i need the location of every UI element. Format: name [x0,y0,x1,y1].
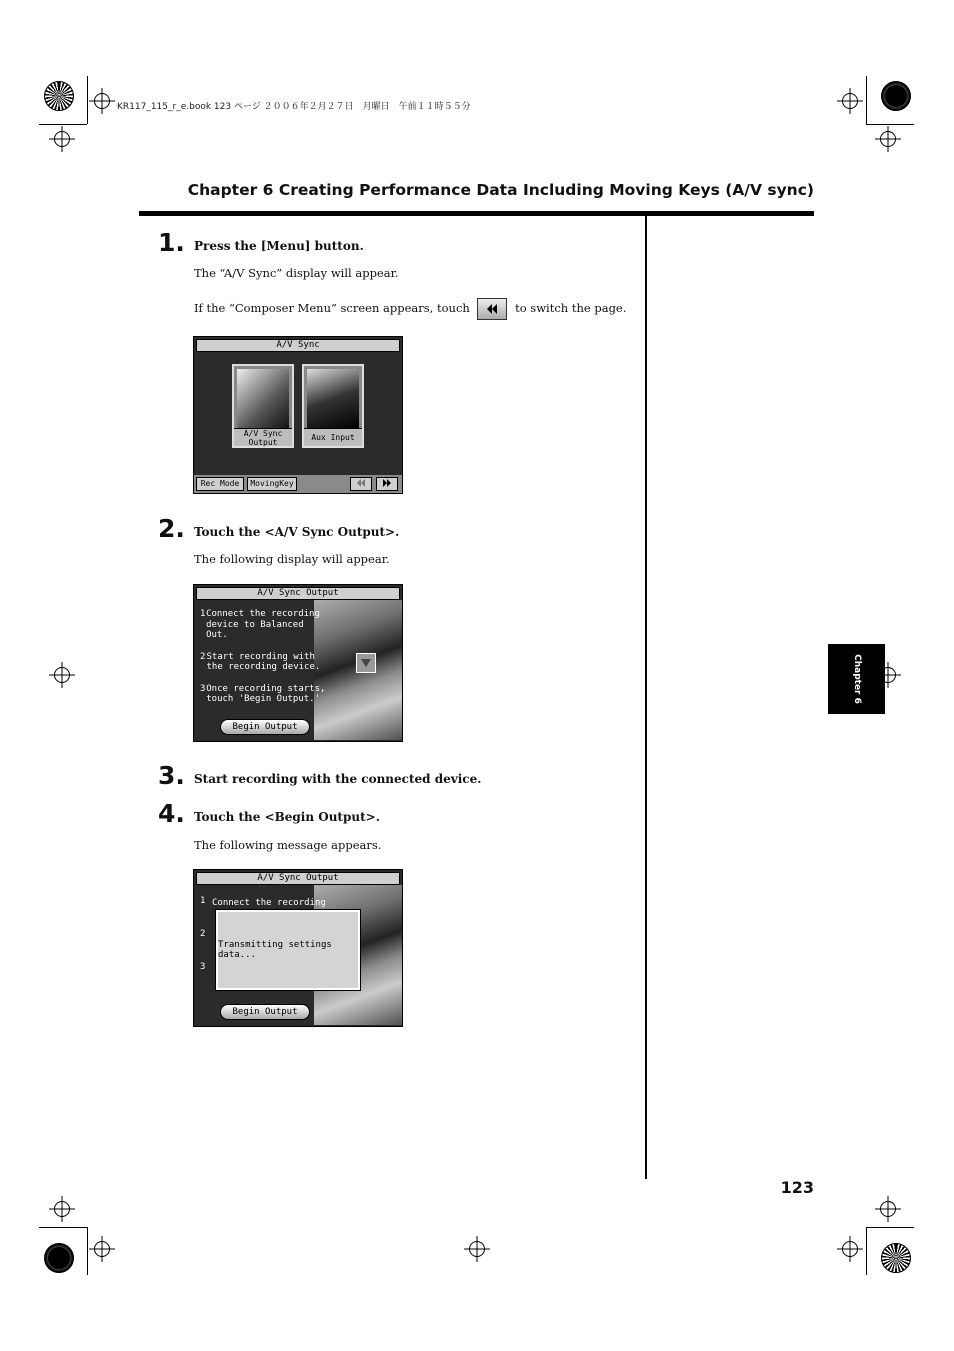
step-description: The “A/V Sync” display will appear. [194,266,399,280]
page-number: 123 [780,1178,814,1197]
crop-mark [866,124,914,125]
column-divider [645,214,647,1179]
registration-rosette-tr [881,81,911,111]
step-number: 2. [158,514,185,543]
note-text-post: to switch the page. [515,301,627,315]
crosshair-icon [54,1201,70,1217]
step-description: The following display will appear. [194,552,390,566]
crop-mark [39,124,87,125]
tile-label: A/V Sync Output [234,428,292,446]
chapter-side-tab [828,644,885,714]
note-text-pre: If the “Composer Menu” screen appears, touch [194,301,470,315]
list-number: 2 [200,929,206,939]
crop-mark [39,1227,87,1228]
tile-label: Aux Input [304,428,362,446]
moving-key-button[interactable]: MovingKey [247,477,297,491]
av-sync-output-tile[interactable] [232,364,294,448]
side-tab-label: Chapter 6 [851,654,862,704]
rec-mode-button[interactable]: Rec Mode [196,477,244,491]
list-item: 2 Start recording with the recording device. [200,651,321,672]
scroll-down-icon[interactable] [356,653,376,673]
begin-output-button[interactable]: Begin Output [220,1004,310,1020]
list-number: 1 [200,896,206,906]
crosshair-icon [54,667,70,683]
step-instruction: Press the [Menu] button. [194,239,364,253]
print-meta-line: KR117_115_r_e.book 123 ページ ２００６年２月２７日 月曜日 午前１１時５５分 [117,102,471,112]
crop-mark [87,76,88,124]
registration-rosette-bl [44,1243,74,1273]
step-instruction: Start recording with the connected device. [194,772,482,786]
list-item-text: Connect the recording [212,898,326,908]
page-forward-icon[interactable] [376,477,398,491]
screen-title: A/V Sync Output [196,872,400,885]
crosshair-icon [94,93,110,109]
step-description: The following message appears. [194,838,382,852]
registration-rosette-tl [44,81,74,111]
crosshair-icon [880,131,896,147]
step-note [194,298,626,320]
chapter-title: Chapter 6 Creating Performance Data Including Moving Keys (A/V sync) [187,181,814,199]
step-instruction: Touch the <A/V Sync Output>. [194,525,400,539]
crosshair-icon [880,1201,896,1217]
crop-mark [866,1227,914,1228]
step-number: 4. [158,799,185,828]
screen-title: A/V Sync Output [196,587,400,600]
crosshair-icon [54,131,70,147]
crop-mark [87,1227,88,1275]
crop-mark [866,1227,867,1275]
begin-output-button[interactable]: Begin Output [220,719,310,735]
transmitting-dialog [216,910,360,990]
crosshair-icon [842,1241,858,1257]
instruction-list [200,609,330,716]
list-number: 3 [200,962,206,972]
header-rule [139,211,814,216]
rewind-button-icon [477,298,507,320]
registration-rosette-br [881,1243,911,1273]
page-back-icon[interactable] [350,477,372,491]
list-item: 1 Connect the recording device to Balanced Out. [200,609,320,640]
screen-bottom-bar [194,475,402,493]
piano-video-image [237,369,289,429]
step-instruction: Touch the <Begin Output>. [194,810,380,824]
av-sync-output-message-screen [193,869,403,1027]
av-sync-output-screen [193,584,403,742]
step-number: 3. [158,761,185,790]
crop-mark [866,76,867,124]
piano-image [307,369,359,429]
av-sync-screen [193,336,403,494]
step-number: 1. [158,228,185,257]
list-item: 3 Once recording starts, touch 'Begin Output.' [200,683,326,704]
dialog-message: Transmitting settings data... [218,940,332,960]
aux-input-tile[interactable] [302,364,364,448]
crosshair-icon [469,1241,485,1257]
crosshair-icon [842,93,858,109]
screen-title: A/V Sync [196,339,400,352]
crosshair-icon [94,1241,110,1257]
